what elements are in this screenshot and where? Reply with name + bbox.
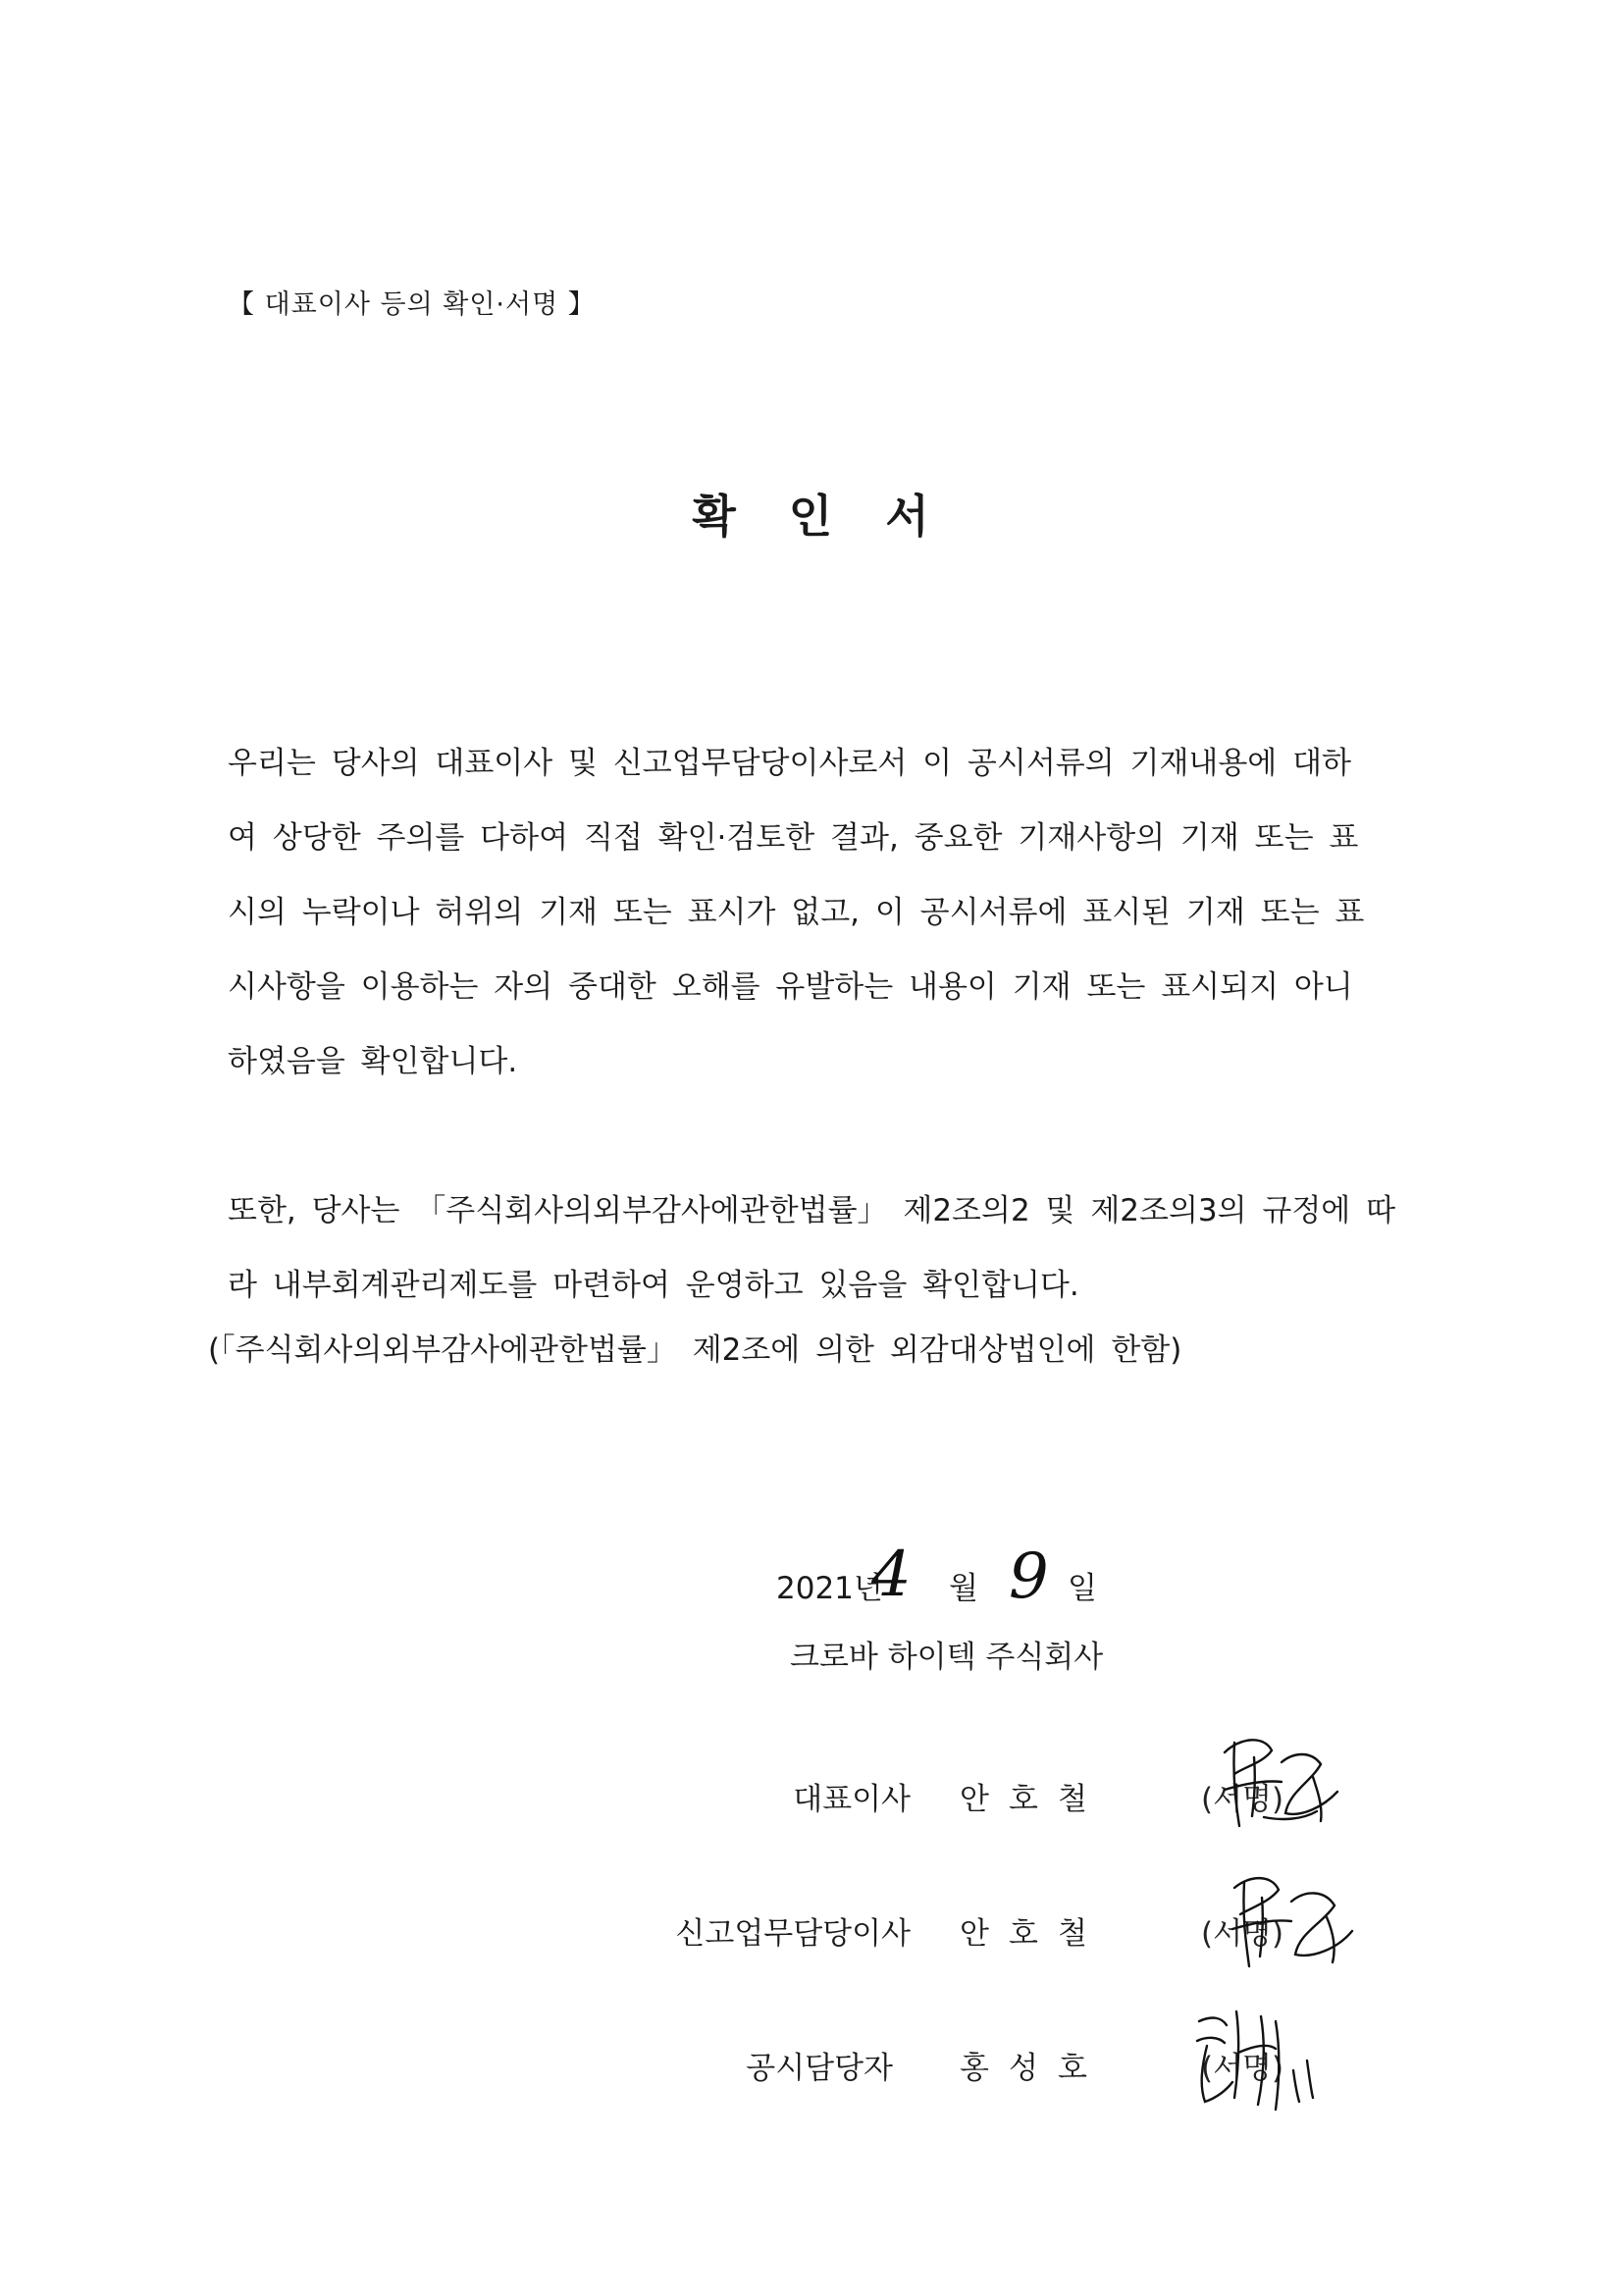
name-char: 성 [1009,2051,1038,2086]
sign-label: (서명) [1201,1916,1284,1952]
confirmation-paragraph [228,726,1386,1099]
paragraph-line: 시사항을 이용하는 자의 중대한 오해를 유발하는 내용이 기재 또는 표시되지 아니 [228,969,1353,1005]
name-char: 철 [1058,1782,1087,1817]
date-day-label: 일 [1068,1571,1097,1606]
signatory-role: 대표이사 [793,1782,911,1817]
name-char: 호 [1009,1916,1038,1952]
sign-label: (서명) [1201,2051,1284,2086]
signature-mark [1195,1723,1362,1841]
date-year: 2021년 [776,1571,883,1606]
handwritten-day: 9 [1009,1540,1049,1613]
title-char: 확 [692,490,738,543]
paragraph-line: 하였음을 확인합니다. [228,1044,518,1079]
signature-mark [1195,1860,1372,1978]
paragraph-line: (「주식회사의외부감사에관한법률」 제2조에 의한 외감대상법인에 한함) [208,1332,1182,1368]
signatory-name [950,2043,1097,2087]
name-char: 호 [1058,2051,1087,2086]
handwritten-month: 4 [871,1539,912,1611]
name-char: 안 [960,1916,989,1952]
paragraph-line: 라 내부회계관리제도를 마련하여 운영하고 있음을 확인합니다. [228,1268,1079,1303]
paragraph-line: 우리는 당사의 대표이사 및 신고업무담당이사로서 이 공시서류의 기재내용에 대하 [228,746,1351,781]
company-name: 크로바 하이텍 주식회사 [790,1640,1104,1675]
date-line [776,1563,883,1607]
signatory-role: 신고업무담당이사 [675,1916,911,1952]
signatory-name [950,1774,1097,1818]
sign-label: (서명) [1201,1782,1284,1817]
signature-mark [1178,1992,1325,2119]
signatory-role: 공시담당자 [746,2051,893,2086]
paragraph-line: 또한, 당사는 「주식회사의외부감사에관한법률」 제2조의2 및 제2조의3의 규정에 따 [228,1193,1396,1228]
paragraph-line: 여 상당한 주의를 다하여 직접 확인·검토한 결과, 중요한 기재사항의 기재 또는 표 [228,820,1359,856]
name-char: 철 [1058,1916,1087,1952]
paragraph-line: 시의 누락이나 허위의 기재 또는 표시가 없고, 이 공시서류에 표시된 기재 또는 표 [228,895,1365,930]
date-month-label: 월 [949,1571,978,1606]
name-char: 홍 [960,2051,989,2086]
name-char: 호 [1009,1782,1038,1817]
internal-control-paragraph [208,1174,1396,1378]
title-char: 인 [788,490,835,543]
name-char: 안 [960,1782,989,1817]
page-title [0,481,1623,546]
signatory-name [950,1908,1097,1953]
document-header: 【 대표이사 등의 확인·서명 】 [228,289,596,320]
title-char: 서 [885,490,931,543]
